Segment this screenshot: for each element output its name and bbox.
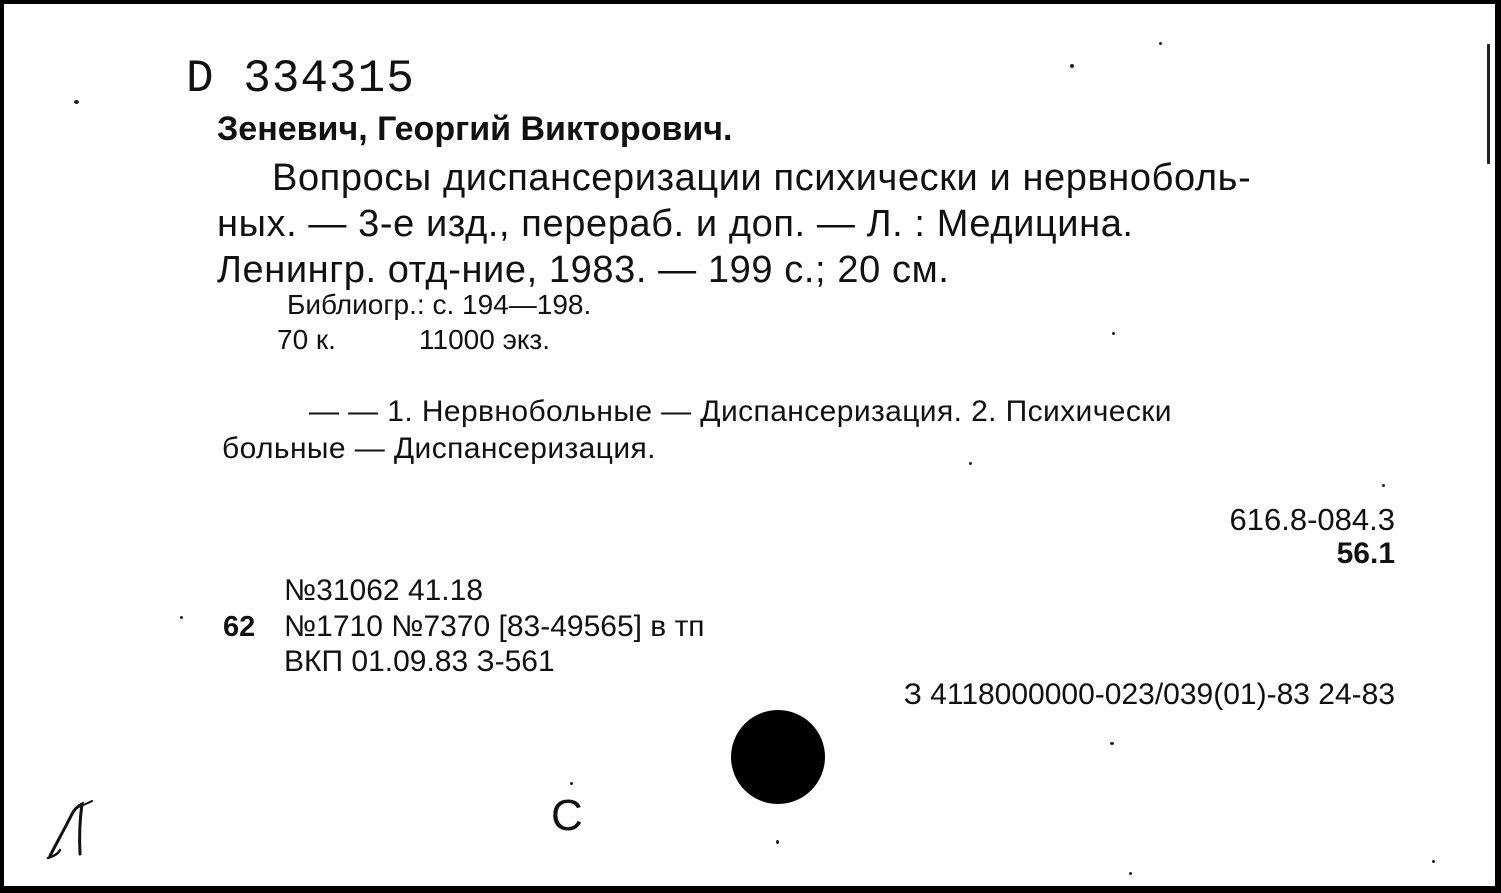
number-line: №31062 41.18 [284,574,484,607]
bibliography-note: Библиогр.: с. 194—198. [287,289,592,320]
speck [1159,42,1162,45]
title-line-3: Ленингр. отд-ние, 1983. — 199 с.; 20 см. [217,249,950,291]
bottom-letter: С [551,791,583,840]
speck [74,100,79,104]
speck [1112,332,1115,335]
call-number: D 334315 [186,53,415,105]
speck [1110,742,1114,745]
price: 70 к. [277,324,336,355]
speck [1382,484,1385,487]
handwritten-mark [46,800,96,862]
code-prefix: 62 [223,611,256,643]
subjects-line-1: — — 1. Нервнобольные — Диспансеризация. 2. Психически [309,395,1172,428]
catalog-card [4,4,1495,886]
speck [1129,872,1132,875]
punch-hole [731,710,825,804]
author-heading: Зеневич, Георгий Викторович. [217,110,733,148]
bbk-index: 56.1 [1336,537,1395,570]
title-line-1: Вопросы диспансеризации психически и нервноболь- [272,157,1252,199]
speck [1432,860,1435,863]
speck [1487,44,1490,164]
subjects-line-2: больные — Диспансеризация. [222,432,656,465]
code-line: №1710 №7370 [83-49565] в тп [284,610,705,643]
vkp-line: ВКП 01.09.83 З-561 [284,645,555,678]
isbn-line: З 4118000000-023/039(01)-83 24-83 [903,678,1395,711]
title-line-2: ных. — 3-е изд., перераб. и доп. — Л. : Медицина. [217,203,1134,245]
speck [180,616,183,619]
print-run: 11000 экз. [419,324,551,355]
udc-index: 616.8-084.3 [1229,502,1395,537]
speck [969,462,972,465]
speck [776,840,779,844]
speck [1070,64,1074,68]
speck [570,782,573,785]
